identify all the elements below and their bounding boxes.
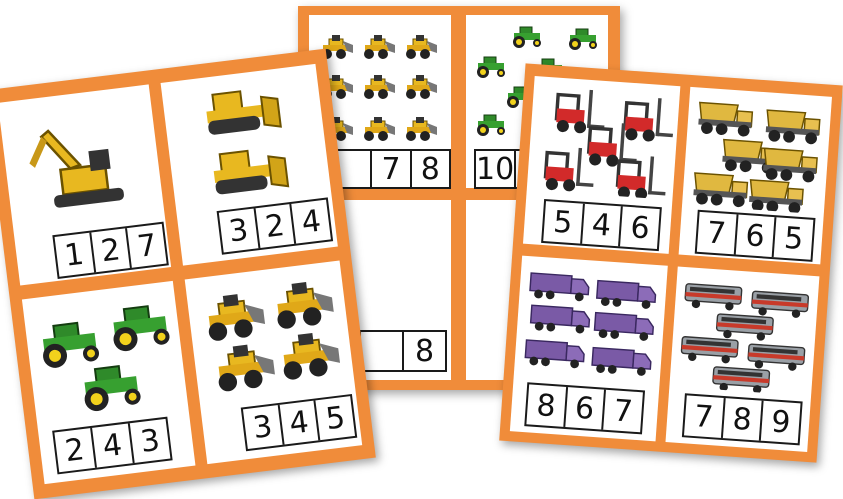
- answer-choice[interactable]: 6: [618, 206, 659, 249]
- answer-choice[interactable]: 8: [402, 332, 445, 370]
- bus-icon: [673, 275, 814, 396]
- answer-choice[interactable]: 7: [125, 224, 166, 268]
- answer-choice[interactable]: 7: [602, 390, 643, 433]
- bulldozer-icon: [191, 74, 295, 204]
- answer-choice[interactable]: [361, 332, 402, 370]
- answer-choice[interactable]: 6: [733, 214, 774, 257]
- forklift-count-card: [523, 76, 680, 254]
- bulldozer-count-card: [161, 64, 338, 266]
- answer-choices: [682, 393, 803, 445]
- answer-choice[interactable]: 3: [250, 408, 275, 446]
- answer-choices: [695, 210, 816, 262]
- answer-choices: [541, 199, 662, 251]
- right-worksheet: [499, 63, 843, 462]
- answer-choices: [331, 149, 451, 189]
- bus-count-card: [665, 266, 819, 451]
- answer-choice[interactable]: 5: [314, 396, 355, 440]
- answer-choice[interactable]: 4: [277, 401, 318, 445]
- tractor-count-card: [22, 281, 196, 484]
- answer-choices: [524, 382, 645, 434]
- answer-choice[interactable]: 7: [705, 214, 728, 252]
- answer-choice[interactable]: 4: [580, 204, 621, 247]
- answer-choice[interactable]: 10: [476, 151, 515, 187]
- green-tractor-icon: [27, 291, 183, 418]
- excavator-icon: [15, 110, 146, 224]
- wheel-loader-icon: [194, 271, 346, 397]
- answer-choice[interactable]: 5: [552, 204, 574, 241]
- answer-choice[interactable]: 4: [290, 200, 331, 244]
- answer-choice[interactable]: 4: [90, 423, 133, 467]
- dump-truck-icon: [686, 93, 827, 214]
- answer-choice[interactable]: 1: [62, 236, 86, 274]
- loader-count-card: [185, 260, 363, 464]
- answer-choice[interactable]: 3: [226, 212, 251, 250]
- answer-choice[interactable]: 2: [89, 228, 130, 272]
- semi-truck-count-card: [510, 256, 668, 442]
- excavator-count-card: [0, 84, 171, 285]
- answer-choice[interactable]: 2: [253, 204, 294, 248]
- answer-choice[interactable]: 3: [128, 419, 171, 463]
- left-worksheet: [0, 49, 376, 499]
- answer-choices: [52, 222, 169, 279]
- forklift-icon: [531, 82, 676, 199]
- answer-choice[interactable]: 8: [721, 398, 762, 441]
- answer-choice[interactable]: 5: [772, 217, 813, 260]
- answer-choice[interactable]: 8: [410, 151, 449, 187]
- answer-choice[interactable]: 6: [563, 387, 604, 430]
- answer-choices: [241, 394, 358, 451]
- answer-choice[interactable]: 2: [63, 431, 87, 469]
- answer-choice[interactable]: 8: [535, 387, 557, 424]
- answer-choices: [217, 197, 334, 254]
- answer-choice[interactable]: 9: [759, 401, 800, 444]
- semi-truck-icon: [518, 264, 663, 381]
- answer-choice[interactable]: 7: [692, 398, 715, 435]
- answer-choices: [52, 417, 172, 475]
- dump-truck-count-card: [679, 87, 832, 264]
- answer-choices: [359, 330, 447, 372]
- answer-choice[interactable]: 7: [370, 151, 409, 187]
